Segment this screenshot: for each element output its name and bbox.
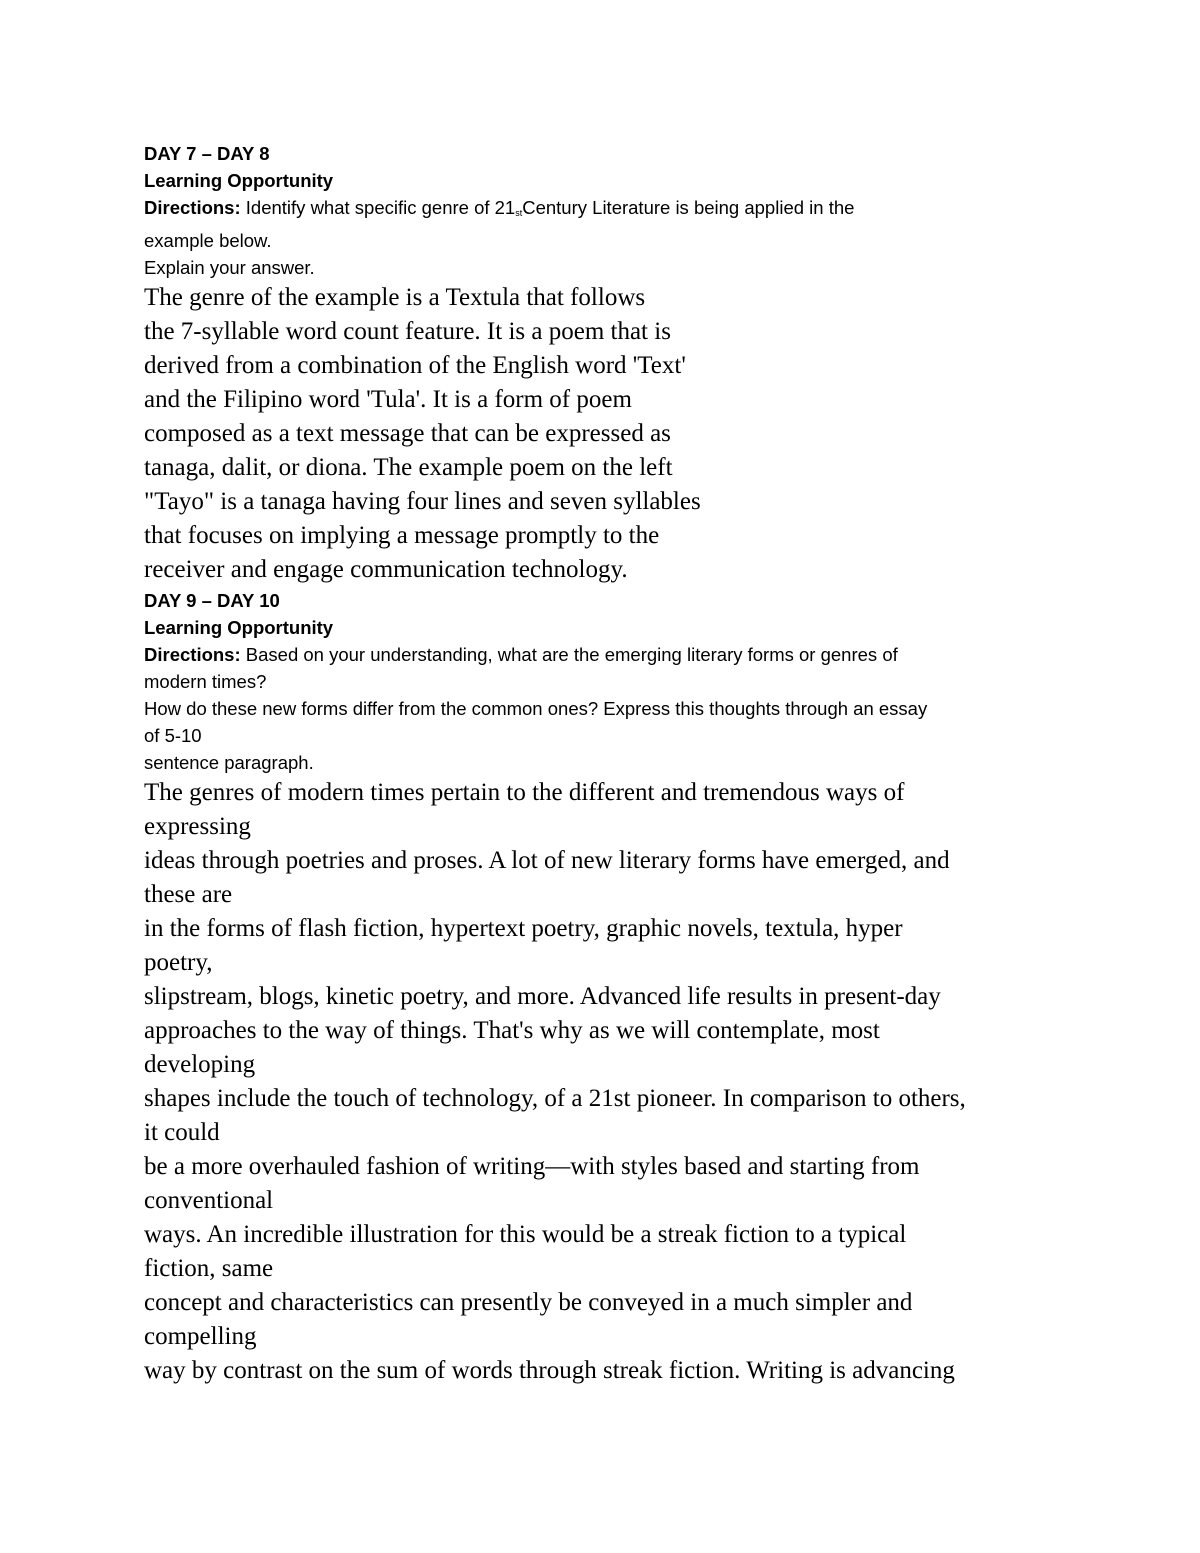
answer-paragraph-2: [144, 776, 1064, 1388]
answer-line: way by contrast on the sum of words through streak fiction. Writing is advancing: [144, 1357, 955, 1384]
answer-line: ways. An incredible illustration for this would be a streak fiction to a typical: [144, 1221, 907, 1248]
answer-line: expressing: [144, 813, 251, 840]
answer-line: ideas through poetries and proses. A lot of new literary forms have emerged, and: [144, 847, 950, 874]
learning-opportunity-heading: Learning Opportunity: [144, 170, 334, 191]
instruction: Explain your answer.: [144, 257, 315, 278]
answer-line: The genre of the example is a Textula that follows: [144, 284, 646, 311]
answer-line: be a more overhauled fashion of writing—with styles based and starting from: [144, 1153, 920, 1180]
directions-text-cont: Century Literature is being applied in the: [522, 197, 855, 218]
directions-text: Identify what specific genre of 21: [240, 197, 516, 218]
answer-line: receiver and engage communication technology.: [144, 556, 628, 583]
day-heading: DAY 7 – DAY 8: [144, 143, 270, 164]
answer-line: conventional: [144, 1187, 274, 1214]
directions: [144, 641, 1064, 668]
answer-line: The genres of modern times pertain to the different and tremendous ways of: [144, 779, 905, 806]
directions-line-2: modern times?: [144, 671, 267, 692]
section-day9-day10: [144, 587, 1064, 1388]
directions-label: Directions:: [144, 197, 241, 218]
answer-line: compelling: [144, 1323, 257, 1350]
day-heading: DAY 9 – DAY 10: [144, 590, 280, 611]
question-line-3: sentence paragraph.: [144, 752, 314, 773]
answer-line: these are: [144, 881, 233, 908]
answer-line: tanaga, dalit, or diona. The example poem on the left: [144, 454, 673, 481]
answer-line: slipstream, blogs, kinetic poetry, and more. Advanced life results in present-day: [144, 983, 941, 1010]
answer-line: approaches to the way of things. That's why as we will contemplate, most: [144, 1017, 880, 1044]
answer-line: composed as a text message that can be expressed as: [144, 420, 671, 447]
answer-line: in the forms of flash fiction, hypertext poetry, graphic novels, textula, hyper: [144, 915, 903, 942]
directions-line-2: example below.: [144, 230, 272, 251]
question-line-1: How do these new forms differ from the common ones? Express this thoughts through an essay: [144, 698, 928, 719]
answer-line: it could: [144, 1119, 220, 1146]
answer-line: "Tayo" is a tanaga having four lines and seven syllables: [144, 488, 701, 515]
answer-line: developing: [144, 1051, 256, 1078]
directions: [144, 194, 1064, 227]
answer-line: fiction, same: [144, 1255, 274, 1282]
section-day7-day8: [144, 140, 1064, 587]
ordinal-suffix: st: [515, 208, 523, 218]
answer-line: that focuses on implying a message promptly to the: [144, 522, 660, 549]
answer-paragraph-1: [144, 281, 1064, 587]
learning-opportunity-heading: Learning Opportunity: [144, 617, 334, 638]
directions-label: Directions:: [144, 644, 241, 665]
directions-text: Based on your understanding, what are the emerging literary forms or genres of: [240, 644, 898, 665]
answer-line: shapes include the touch of technology, of a 21st pioneer. In comparison to others,: [144, 1085, 966, 1112]
answer-line: the 7-syllable word count feature. It is a poem that is: [144, 318, 671, 345]
answer-line: poetry,: [144, 949, 213, 976]
answer-line: and the Filipino word 'Tula'. It is a form of poem: [144, 386, 632, 413]
document-page: [144, 140, 1064, 1388]
question-line-2: of 5-10: [144, 725, 202, 746]
answer-line: derived from a combination of the English word 'Text': [144, 352, 686, 379]
answer-line: concept and characteristics can presently be conveyed in a much simpler and: [144, 1289, 913, 1316]
